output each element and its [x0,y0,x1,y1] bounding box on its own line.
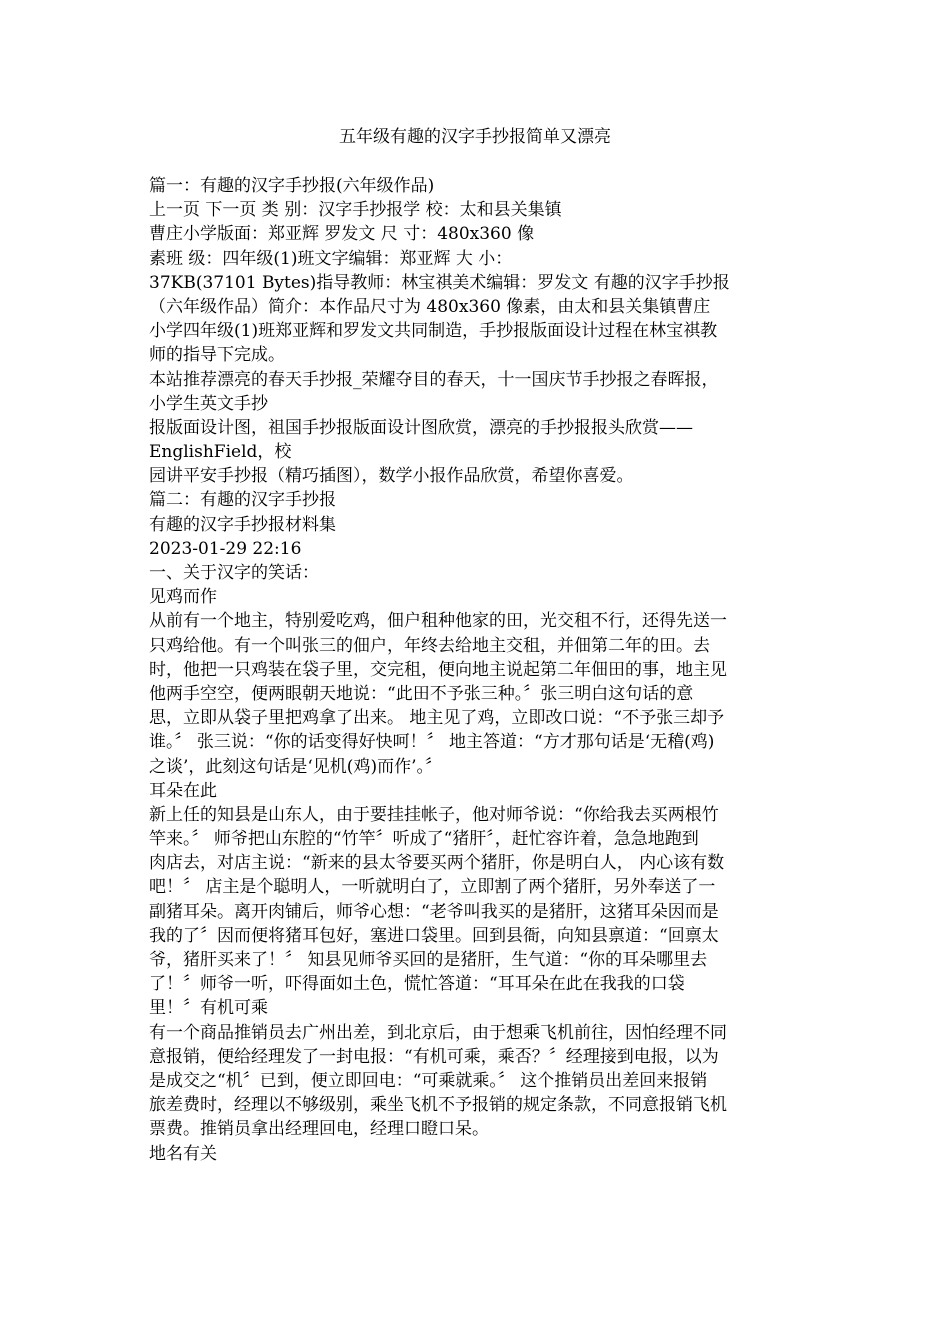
text-line: 是成交之“机〞已到，便立即回电：“可乘就乘。〞 这个推销员出差回来报销 [149,1070,708,1091]
document-title: 五年级有趣的汉字手抄报简单又漂亮 [339,127,611,147]
text-line: 2023-01-29 22:16 [149,538,302,559]
text-line: 地名有关 [149,1143,217,1164]
text-line: 他两手空空，便两眼朝天地说：“此田不予张三种。〞张三明白这句话的意 [149,683,694,704]
text-line: 之谈’，此刻这句话是‘见机(鸡)而作’。〞 [149,756,442,777]
text-line: 意报销，便给经理发了一封电报：“有机可乘，乘否？〞经理接到电报，以为 [149,1046,719,1067]
text-line: 爷，猪肝买来了！〞 知县见师爷买回的是猪肝，生气道：“你的耳朵哪里去 [149,950,708,970]
text-line: （六年级作品）简介：本作品尺寸为 480x360 像素，由太和县关集镇曹庄 [149,296,711,317]
text-line: 曹庄小学版面：郑亚辉 罗发文 尺 寸：480x360 像 [149,224,535,245]
text-line: 有趣的汉字手抄报材料集 [149,514,336,535]
text-line: 竿来。〞 师爷把山东腔的“竹竿〞听成了“猪肝〞，赶忙容许着，急急地跑到 [149,829,699,850]
text-line: 旅差费时，经理以不够级别，乘坐飞机不予报销的规定条款，不同意报销飞机 [149,1095,727,1116]
text-line: 里！〞有机可乘 [149,998,268,1019]
text-line: 副猪耳朵。离开肉铺后，师爷心想：“老爷叫我买的是猪肝，这猪耳朵因而是 [149,901,719,922]
text-line: 师的指导下完成。 [149,345,285,366]
text-line: 素班 级：四年级(1)班文字编辑：郑亚辉 大 小： [149,248,513,269]
text-line: 思，立即从袋子里把鸡拿了出来。 地主见了鸡，立即改口说：“不予张三却予 [149,708,725,729]
text-line: 本站推荐漂亮的春天手抄报_荣耀夺目的春天，十一国庆节手抄报之春晖报， [149,369,719,390]
text-line: 一、关于汉字的笑话： [149,563,319,583]
document-body [149,174,809,1166]
text-line: 37KB(37101 Bytes)指导教师：林宝祺美术编辑：罗发文 有趣的汉字手抄报 [149,272,730,293]
text-line: 了！〞师爷一听，吓得面如土色，慌忙答道：“耳耳朵在此在我我的口袋 [149,974,685,995]
text-line: 从前有一个地主，特别爱吃鸡，佃户租种他家的田，光交租不行，还得先送一 [149,611,727,632]
text-line: 时，他把一只鸡装在袋子里，交完租，便向地主说起第二年佃田的事，地主见 [149,659,727,680]
text-line: 园讲平安手抄报（精巧插图），数学小报作品欣赏，希望你喜爱。 [149,466,634,487]
text-line: 吧！〞 店主是个聪明人，一听就明白了，立即割了两个猪肝，另外奉送了一 [149,877,716,898]
text-line: 只鸡给他。有一个叫张三的佃户，年终去给地主交租，并佃第二年的田。去 [149,635,710,656]
text-line: 肉店去，对店主说：“新来的县太爷要买两个猪肝，你是明白人， 内心该有数 [149,853,725,874]
text-line: 篇二：有趣的汉字手抄报 [149,490,336,511]
text-line: 篇一：有趣的汉字手抄报(六年级作品) [149,176,435,196]
text-line: 我的了〞因而便将猪耳包好，塞进口袋里。回到县衙，向知县禀道：“回禀太 [149,925,719,946]
text-line: 上一页 下一页 类 别：汉字手抄报学 校：太和县关集镇 [149,200,562,221]
text-line: 有一个商品推销员去广州出差，到北京后，由于想乘飞机前往，因怕经理不同 [149,1022,727,1043]
text-line: 小学四年级(1)班郑亚辉和罗发文共同制造，手抄报版面设计过程在林宝祺教 [149,321,718,342]
text-line: 谁。〞 张三说：“你的话变得好快呵！〞 地主答道：“方才那句话是‘无稽(鸡) [149,732,715,753]
text-line: 见鸡而作 [149,587,217,608]
text-line: 新上任的知县是山东人，由于要挂挂帐子，他对师爷说：“你给我去买两根竹 [149,804,719,825]
text-line: EnglishField，校 [149,442,292,463]
text-line: 报版面设计图，祖国手抄报版面设计图欣赏，漂亮的手抄报报头欣赏—— [149,417,693,438]
text-line: 票费。推销员拿出经理回电，经理口瞪口呆。 [149,1119,489,1140]
text-line: 小学生英文手抄 [149,393,268,414]
text-line: 耳朵在此 [149,780,217,801]
